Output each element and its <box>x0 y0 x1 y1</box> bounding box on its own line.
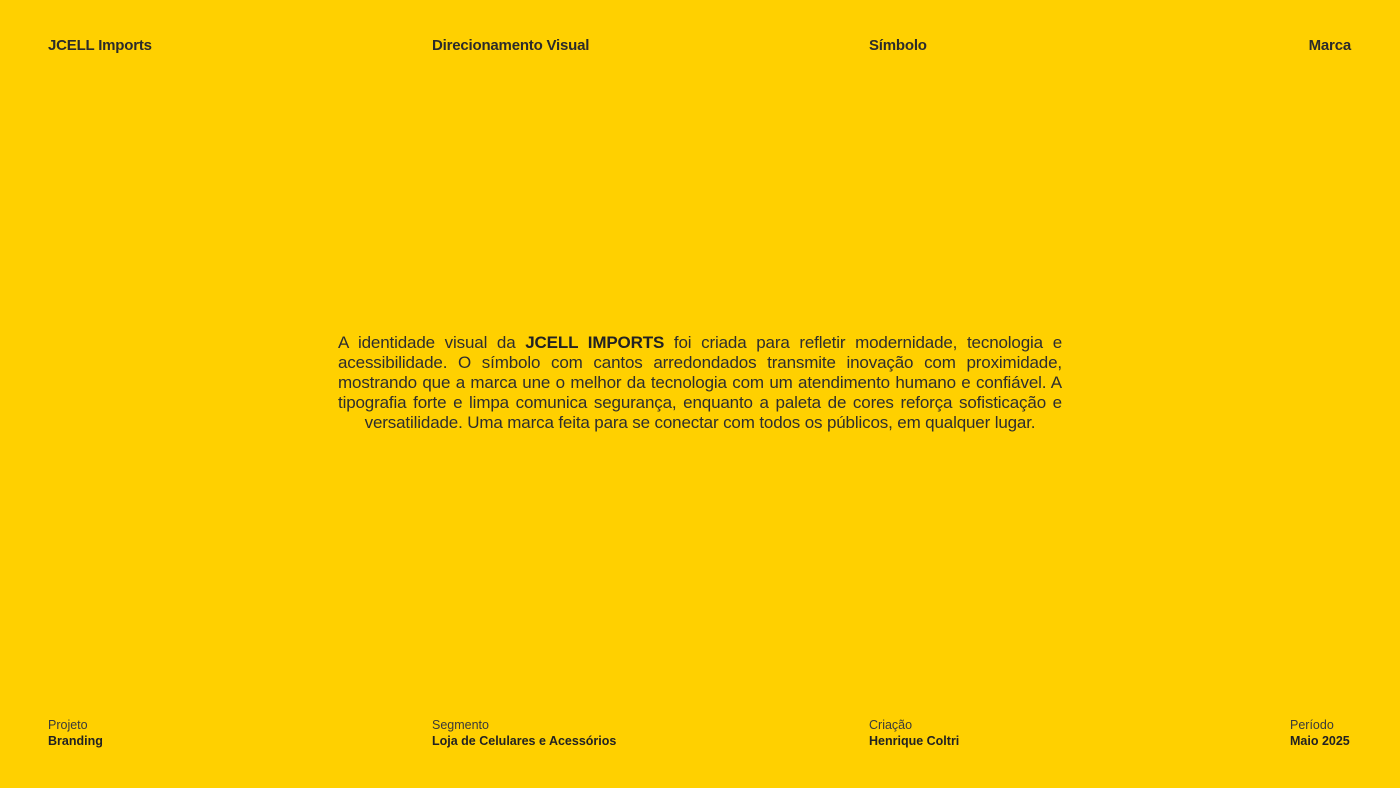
footer-period-value: Maio 2025 <box>1290 734 1350 748</box>
footer-project-value: Branding <box>48 734 103 748</box>
footer-creation-value: Henrique Coltri <box>869 734 960 748</box>
statement-intro: A identidade visual da <box>338 333 526 352</box>
section-brand: Marca <box>1308 37 1351 54</box>
statement-brand-highlight: JCELL IMPORTS <box>525 333 665 352</box>
footer-period-label: Período <box>1290 718 1334 732</box>
section-visual-direction: Direcionamento Visual <box>432 37 590 54</box>
footer-creation-label: Criação <box>869 718 913 732</box>
footer-project <box>48 717 103 750</box>
identity-statement <box>338 333 1062 433</box>
section-symbol: Símbolo <box>869 37 927 54</box>
footer-project-label: Projeto <box>48 718 88 732</box>
footer-segment-value: Loja de Celulares e Acessórios <box>432 734 617 748</box>
footer-segment-label: Segmento <box>432 718 489 732</box>
footer-segment <box>432 717 616 750</box>
footer-creation <box>869 717 959 750</box>
footer-period <box>1290 717 1350 750</box>
statement-body: foi criada para refletir modernidade, tecnologia e acessibilidade. O símbolo com cantos arredondados transmite inovação com proximidade, mostrando que a marca une o melhor da tecnologia com um atendimento humano e confiável. A tipografia forte e limpa comunica segurança, enquanto a paleta de cores reforça sofisticação e versatilidade. Uma marca feita para se conectar com todos os públicos, em qualquer lugar. <box>338 333 1062 432</box>
brand-name: JCELL Imports <box>48 37 152 54</box>
